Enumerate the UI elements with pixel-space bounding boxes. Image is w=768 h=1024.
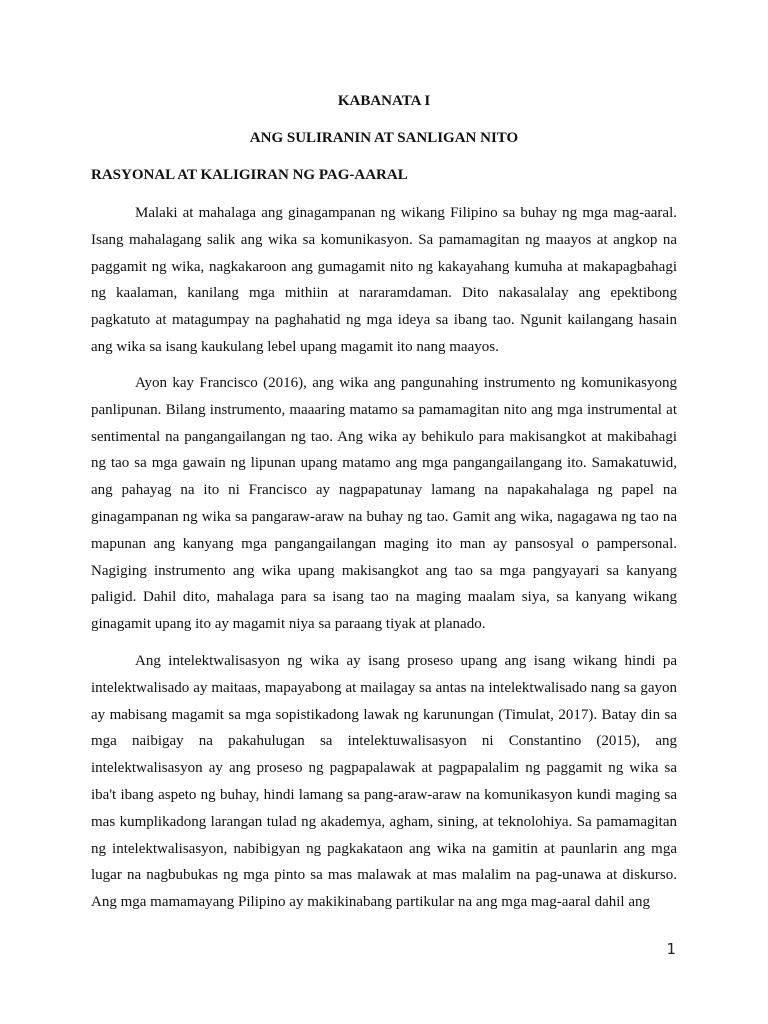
section-heading: RASYONAL AT KALIGIRAN NG PAG-AARAL — [91, 167, 408, 183]
chapter-title: ANG SULIRANIN AT SANLIGAN NITO — [249, 130, 519, 146]
paragraph-2: Ayon kay Francisco (2016), ang wika ang pangunahing instrumento ng komunikasyong panlipunan. Bilang instrumento, maaaring matamo sa pamamagitan nito ang mga instrumental at sentimental na pangangailangan ng tao. Ang wika ay behikulo para makisangkot at makibahagi ng tao sa mga gawain ng lipunan upang matamo ang mga pangangailangang ito. Samakatuwid, ang pahayag na ito ni Francisco ay nagpapatunay lamang na napakahalaga ng papel na ginagampanan ng wika sa pangaraw-araw na buhay ng tao. Gamit ang wika, nagagawa ng tao na mapunan ang kanyang mga pangangailangan maging ito man ay pansosyal o pampersonal. Nagiging instrumento ang wika upang makisangkot ang tao sa mga pangyayari sa kanyang paligid. Dahil dito, mahalaga para sa isang tao na maging maalam siya, sa kanyang wikang ginagamit upang ito ay magamit niya sa paraang tiyak at planado. — [91, 375, 677, 633]
paragraph-3: Ang intelektwalisasyon ng wika ay isang proseso upang ang isang wikang hindi pa intelektwalisado ay maitaas, mapayabong at mailagay sa antas na intelektwalisado nang sa gayon ay mabisang magamit sa mga sopistikadong lawak ng karunungan (Timulat, 2017). Batay din sa mga naibigay na pakahulugan sa intelektuwalisasyon ni Constantino (2015), ang intelektwalisasyon ay ang proseso ng pagpapalawak at pagpapalalim ng paggamit ng wika sa iba't ibang aspeto ng buhay, hindi lamang sa pang-araw-araw na komunikasyon kundi maging sa mas kumplikadong larangan tulad ng akademya, agham, sining, at teknolohiya. Sa pamamagitan ng intelektwalisasyon, nabibigyan ng pagkakataon ang wika na gamitin at paunlarin ang mga lugar na nagbubukas ng mga pinto sa mas malawak at mas malalim na pag-unawa at diskurso. Ang mga mamamayang Pilipino ay makikinabang partikular na ang mga mag-aaral dahil ang — [91, 653, 677, 911]
paragraph-1: Malaki at mahalaga ang ginagampanan ng wikang Filipino sa buhay ng mga mag-aaral. Isang mahalagang salik ang wika sa komunikasyon. Sa pamamagitan ng maayos at angkop na paggamit ng wika, nagkakaroon ang gumagamit nito ng kakayahang kumuha at makapagbahagi ng kaalaman, kanilang mga mithiin at nararamdaman. Dito nakasalalay ang epektibong pagkatuto at matagumpay na paghahatid ng mga ideya sa ibang tao. Ngunit kailangang hasain ang wika sa isang kaukulang lebel upang magamit ito nang maayos. — [91, 205, 677, 355]
chapter-heading: KABANATA I — [337, 93, 431, 109]
page-number: 1 — [666, 940, 676, 958]
